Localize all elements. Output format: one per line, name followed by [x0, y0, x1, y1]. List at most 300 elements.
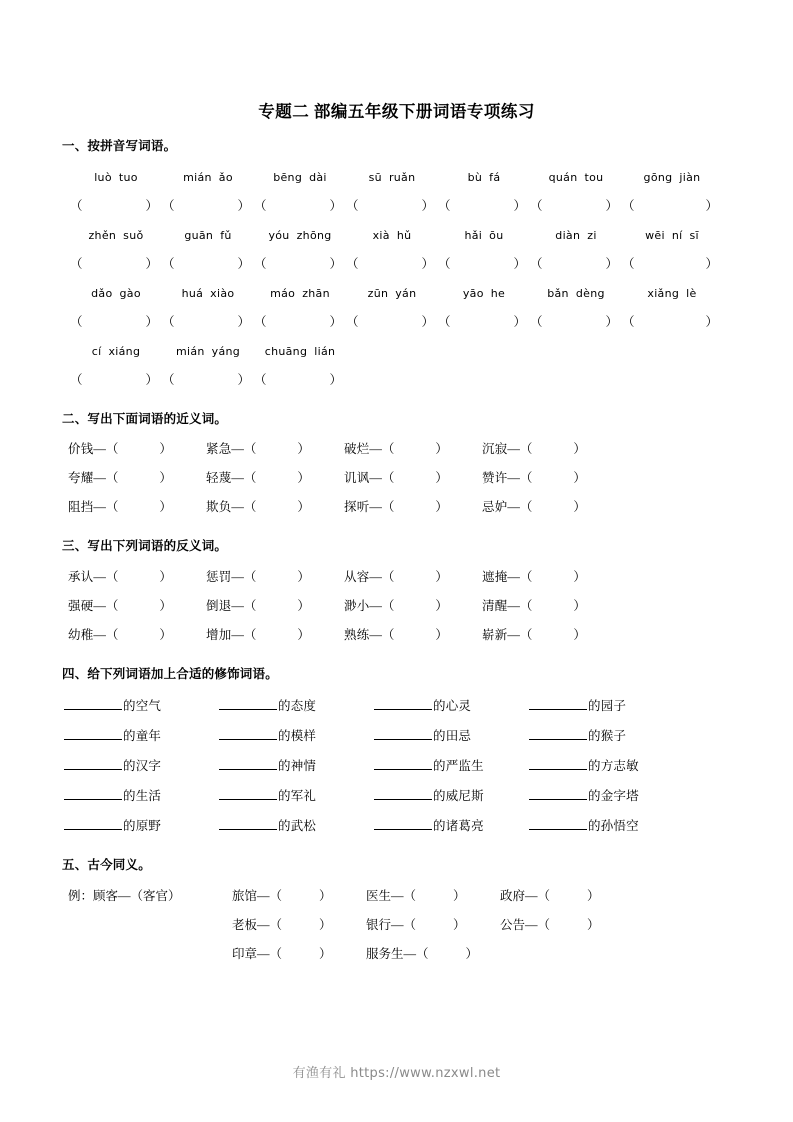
pinyin-syllable: bǎn	[547, 286, 569, 300]
modifier-item[interactable]	[529, 721, 684, 751]
answer-blank[interactable]	[270, 882, 332, 911]
dash-separator: —	[391, 917, 404, 932]
close-paren: ）	[705, 256, 718, 271]
answer-underline[interactable]	[219, 696, 277, 710]
ancient-modern-exercise-block	[60, 882, 733, 969]
close-paren: ）	[297, 598, 310, 613]
prompt-word: 沉寂	[482, 442, 508, 456]
answer-blank[interactable]	[70, 365, 162, 395]
answer-blank[interactable]	[162, 307, 254, 337]
answer-blank[interactable]	[70, 307, 162, 337]
answer-blank[interactable]	[162, 191, 254, 221]
noun-phrase: 的园子	[588, 699, 627, 713]
open-paren: （	[162, 372, 175, 387]
answer-blank[interactable]	[530, 191, 622, 221]
answer-blank[interactable]	[520, 563, 586, 592]
prompt-word: 讥讽	[344, 471, 370, 485]
modern-word: 公告	[500, 917, 526, 932]
word-pair-item[interactable]	[68, 563, 206, 592]
modifier-item[interactable]	[529, 751, 684, 781]
open-paren: （	[537, 917, 551, 932]
answer-underline[interactable]	[219, 786, 277, 800]
answer-blank[interactable]	[520, 435, 586, 464]
modifier-item[interactable]	[64, 811, 219, 841]
answer-blank[interactable]	[382, 563, 448, 592]
word-pair-row	[68, 493, 733, 522]
prompt-word: 渺小	[344, 598, 370, 613]
word-pair-item[interactable]	[68, 464, 206, 493]
answer-blank[interactable]	[106, 563, 172, 592]
open-paren: （	[438, 256, 451, 271]
open-paren: （	[381, 598, 395, 613]
answer-blank[interactable]	[530, 249, 622, 279]
section-heading-4: 四、给下列词语加上合适的修饰词语。	[62, 666, 278, 681]
answer-underline[interactable]	[219, 726, 277, 740]
answer-blank[interactable]	[520, 464, 586, 493]
ancient-modern-item[interactable]	[500, 911, 634, 940]
answer-blank[interactable]	[244, 493, 310, 522]
answer-blank[interactable]	[162, 249, 254, 279]
answer-blank[interactable]	[530, 307, 622, 337]
prompt-word: 探听	[344, 500, 370, 514]
dash-separator: —	[118, 888, 131, 903]
close-paren: ）	[705, 198, 718, 213]
answer-blank[interactable]	[622, 191, 722, 221]
answer-underline[interactable]	[374, 756, 432, 770]
word-pair-item[interactable]	[68, 493, 206, 522]
answer-blank[interactable]	[106, 592, 172, 621]
answer-blank[interactable]	[404, 882, 466, 911]
open-paren: （	[622, 314, 635, 329]
dash-separator: —	[369, 500, 382, 514]
answer-blank[interactable]	[244, 621, 310, 650]
close-paren: ）	[705, 314, 718, 329]
dash-separator: —	[257, 917, 270, 932]
modifier-item[interactable]	[219, 721, 374, 751]
close-paren: ）	[573, 569, 586, 584]
noun-phrase: 的童年	[123, 729, 162, 743]
open-paren: （	[519, 627, 533, 642]
close-paren: ）	[573, 471, 586, 485]
answer-underline[interactable]	[64, 726, 122, 740]
answer-blank[interactable]	[538, 911, 600, 940]
ancient-modern-item[interactable]	[366, 911, 500, 940]
answer-blank[interactable]	[404, 911, 466, 940]
open-paren: （	[254, 256, 267, 271]
noun-phrase: 的诸葛亮	[433, 819, 484, 833]
answer-blank[interactable]	[254, 307, 346, 337]
ancient-modern-item[interactable]	[500, 882, 634, 911]
footer-watermark: 有渔有礼 https://www.nzxwl.net	[292, 1066, 501, 1081]
answer-blank[interactable]	[254, 191, 346, 221]
dash-separator: —	[369, 569, 382, 584]
prompt-word: 承认	[68, 569, 94, 584]
close-paren: ）	[319, 946, 332, 961]
open-paren: （	[622, 256, 635, 271]
pinyin-syllable: lián	[314, 344, 336, 358]
noun-phrase: 的汉字	[123, 759, 162, 773]
pinyin-word	[254, 223, 346, 249]
pinyin-syllable: wēi	[645, 228, 665, 242]
modifier-item[interactable]	[219, 751, 374, 781]
dash-separator: —	[369, 598, 382, 613]
open-paren: （	[381, 627, 395, 642]
answer-blank[interactable]	[270, 911, 332, 940]
noun-phrase: 的态度	[278, 699, 317, 713]
answer-underline[interactable]	[374, 816, 432, 830]
answer-blank[interactable]	[106, 435, 172, 464]
modifier-item[interactable]	[529, 691, 684, 721]
dash-separator: —	[507, 569, 520, 584]
open-paren: （	[70, 256, 83, 271]
open-paren: （	[105, 471, 119, 485]
answer-blank[interactable]	[106, 464, 172, 493]
open-paren: （	[530, 256, 543, 271]
open-paren: （	[519, 442, 533, 456]
answer-blank[interactable]	[382, 592, 448, 621]
open-paren: （	[243, 569, 257, 584]
answer-blank[interactable]	[622, 249, 722, 279]
word-pair-item[interactable]	[344, 563, 482, 592]
pinyin-word	[438, 165, 530, 191]
ancient-modern-item[interactable]	[232, 940, 366, 969]
word-pair-item[interactable]	[68, 592, 206, 621]
pinyin-word	[70, 165, 162, 191]
open-paren: （	[403, 888, 417, 903]
dash-separator: —	[369, 442, 382, 456]
answer-blank[interactable]	[520, 493, 586, 522]
pinyin-syllable: lè	[686, 286, 697, 300]
word-pair-item[interactable]	[68, 621, 206, 650]
answer-blank[interactable]	[346, 191, 438, 221]
word-pair-item[interactable]	[68, 435, 206, 464]
pinyin-syllable: bēng	[273, 170, 303, 184]
answer-blank[interactable]	[244, 435, 310, 464]
open-paren: （	[530, 198, 543, 213]
pinyin-word	[622, 223, 722, 249]
word-pair-row	[68, 435, 733, 464]
answer-underline[interactable]	[529, 816, 587, 830]
answer-blank[interactable]	[438, 191, 530, 221]
prompt-word: 从容	[344, 569, 370, 584]
pinyin-word	[254, 281, 346, 307]
pinyin-syllable: tou	[584, 170, 604, 184]
prompt-word: 崭新	[482, 627, 508, 642]
pinyin-syllable: diàn	[555, 228, 581, 242]
pinyin-syllable: ōu	[489, 228, 504, 242]
ancient-modern-row	[68, 940, 733, 969]
open-paren: （	[381, 471, 395, 485]
pinyin-syllable: hǔ	[396, 228, 412, 242]
modifier-item[interactable]	[529, 811, 684, 841]
pinyin-word	[162, 165, 254, 191]
prompt-word: 轻蔑	[206, 471, 232, 485]
answer-underline[interactable]	[529, 786, 587, 800]
word-pair-item[interactable]	[206, 493, 344, 522]
answer-underline[interactable]	[529, 756, 587, 770]
pinyin-syllable: he	[490, 286, 506, 300]
pinyin-syllable: máo	[270, 286, 296, 300]
section-synonyms	[60, 411, 733, 523]
example-answer: （客官）	[130, 888, 181, 903]
example-cell	[68, 911, 232, 940]
answer-underline[interactable]	[529, 726, 587, 740]
open-paren: （	[243, 471, 257, 485]
word-pair-item[interactable]	[344, 592, 482, 621]
answer-blank[interactable]	[382, 493, 448, 522]
answer-blank[interactable]	[70, 249, 162, 279]
pinyin-word	[162, 223, 254, 249]
dash-separator: —	[93, 598, 106, 613]
page-title: 专题二 部编五年级下册词语专项练习	[258, 102, 535, 121]
pinyin-word	[254, 165, 346, 191]
example-cell	[68, 940, 232, 969]
answer-blank[interactable]	[520, 592, 586, 621]
close-paren: ）	[237, 198, 250, 213]
modifier-item[interactable]	[219, 691, 374, 721]
pinyin-word	[162, 339, 254, 365]
close-paren: ）	[573, 598, 586, 613]
section-heading-3: 三、写出下列词语的反义词。	[62, 539, 228, 553]
modifier-item[interactable]	[374, 721, 529, 751]
word-pair-row	[68, 563, 733, 592]
example-word: 顾客	[93, 888, 119, 903]
answer-underline[interactable]	[219, 816, 277, 830]
pinyin-exercise-block	[60, 165, 733, 395]
dash-separator: —	[369, 471, 382, 485]
section-heading-1: 一、按拼音写词语。	[62, 139, 177, 153]
open-paren: （	[70, 198, 83, 213]
noun-phrase: 的孙悟空	[588, 819, 639, 833]
dash-separator: —	[231, 500, 244, 514]
answer-blank[interactable]	[382, 464, 448, 493]
open-paren: （	[537, 888, 551, 903]
answer-blank[interactable]	[382, 435, 448, 464]
answer-paren-line	[70, 191, 733, 221]
answer-blank[interactable]	[346, 249, 438, 279]
word-pair-row	[68, 621, 733, 650]
example-cell	[68, 882, 232, 911]
modifier-item[interactable]	[374, 781, 529, 811]
answer-underline[interactable]	[64, 786, 122, 800]
close-paren: ）	[605, 314, 618, 329]
word-pair-item[interactable]	[206, 435, 344, 464]
answer-blank[interactable]	[622, 307, 722, 337]
word-pair-item[interactable]	[206, 464, 344, 493]
word-pair-item[interactable]	[344, 435, 482, 464]
answer-underline[interactable]	[374, 696, 432, 710]
word-pair-item[interactable]	[344, 493, 482, 522]
open-paren: （	[254, 198, 267, 213]
pinyin-word	[162, 281, 254, 307]
open-paren: （	[70, 372, 83, 387]
answer-blank[interactable]	[520, 621, 586, 650]
word-pair-item[interactable]	[344, 464, 482, 493]
answer-blank[interactable]	[254, 365, 346, 395]
open-paren: （	[438, 314, 451, 329]
answer-underline[interactable]	[219, 756, 277, 770]
noun-phrase: 的生活	[123, 789, 162, 803]
pinyin-reading-line	[70, 223, 733, 249]
dash-separator: —	[93, 500, 106, 514]
open-paren: （	[381, 500, 395, 514]
close-paren: ）	[605, 256, 618, 271]
close-paren: ）	[237, 256, 250, 271]
prompt-word: 遮掩	[482, 569, 508, 584]
pinyin-syllable: xià	[372, 228, 390, 242]
open-paren: （	[105, 627, 119, 642]
noun-phrase: 的神情	[278, 759, 317, 773]
answer-blank[interactable]	[254, 249, 346, 279]
open-paren: （	[254, 314, 267, 329]
pinyin-word	[346, 281, 438, 307]
ancient-modern-item[interactable]	[366, 940, 500, 969]
close-paren: ）	[145, 198, 158, 213]
pinyin-syllable: xiào	[210, 286, 235, 300]
ancient-modern-item[interactable]	[366, 882, 500, 911]
word-pair-item[interactable]	[206, 621, 344, 650]
pinyin-syllable: jiàn	[679, 170, 701, 184]
answer-blank[interactable]	[382, 621, 448, 650]
modifier-item[interactable]	[374, 751, 529, 781]
pinyin-syllable: chuāng	[264, 344, 308, 358]
pinyin-syllable: ǎo	[218, 170, 233, 184]
answer-underline[interactable]	[529, 696, 587, 710]
answer-blank[interactable]	[244, 563, 310, 592]
pinyin-syllable: zhěn	[88, 228, 117, 242]
dash-separator: —	[525, 888, 538, 903]
answer-blank[interactable]	[346, 307, 438, 337]
close-paren: ）	[587, 917, 600, 932]
dash-separator: —	[93, 471, 106, 485]
noun-phrase: 的金字塔	[588, 789, 639, 803]
pinyin-word	[438, 223, 530, 249]
answer-blank[interactable]	[162, 365, 254, 395]
open-paren: （	[622, 198, 635, 213]
answer-underline[interactable]	[64, 816, 122, 830]
pinyin-word	[530, 165, 622, 191]
open-paren: （	[243, 598, 257, 613]
word-pair-item[interactable]	[206, 592, 344, 621]
answer-blank[interactable]	[270, 940, 332, 969]
answer-blank[interactable]	[438, 249, 530, 279]
close-paren: ）	[513, 314, 526, 329]
modifier-item[interactable]	[64, 721, 219, 751]
prompt-word: 忌妒	[482, 500, 508, 514]
prompt-word: 倒退	[206, 598, 232, 613]
pinyin-syllable: zi	[587, 228, 597, 242]
answer-blank[interactable]	[70, 191, 162, 221]
word-pair-item[interactable]	[482, 493, 620, 522]
dash-separator: —	[403, 946, 417, 961]
dash-separator: —	[369, 627, 382, 642]
noun-phrase: 的原野	[123, 819, 162, 833]
prompt-word: 幼稚	[68, 627, 94, 642]
word-pair-item[interactable]	[482, 621, 620, 650]
pinyin-syllable: zhān	[302, 286, 330, 300]
modifier-item[interactable]	[374, 691, 529, 721]
answer-underline[interactable]	[64, 756, 122, 770]
answer-blank[interactable]	[244, 592, 310, 621]
answer-blank[interactable]	[438, 307, 530, 337]
noun-phrase: 的严监生	[433, 759, 484, 773]
pinyin-syllable: ní	[671, 228, 683, 242]
close-paren: ）	[329, 256, 342, 271]
modifier-item[interactable]	[64, 691, 219, 721]
pinyin-syllable: hǎi	[464, 228, 483, 242]
pinyin-syllable: xiǎng	[647, 286, 680, 300]
dash-separator: —	[507, 598, 520, 613]
dash-separator: —	[391, 888, 404, 903]
prompt-word: 紧急	[206, 442, 232, 456]
answer-underline[interactable]	[374, 786, 432, 800]
answer-blank[interactable]	[538, 882, 600, 911]
close-paren: ）	[513, 198, 526, 213]
answer-underline[interactable]	[64, 696, 122, 710]
noun-phrase: 的田忌	[433, 729, 472, 743]
pinyin-reading-line	[70, 339, 733, 365]
dash-separator: —	[507, 500, 520, 514]
pinyin-row	[70, 165, 733, 221]
modifier-item[interactable]	[529, 781, 684, 811]
answer-blank[interactable]	[416, 940, 478, 969]
close-paren: ）	[329, 314, 342, 329]
word-pair-item[interactable]	[482, 435, 620, 464]
dash-separator: —	[507, 627, 520, 642]
modern-word: 老板	[232, 917, 258, 932]
dash-separator: —	[257, 888, 270, 903]
word-pair-item[interactable]	[344, 621, 482, 650]
pinyin-word	[346, 223, 438, 249]
prompt-word: 破烂	[344, 442, 370, 456]
pinyin-word	[70, 281, 162, 307]
close-paren: ）	[329, 198, 342, 213]
modifier-item[interactable]	[374, 811, 529, 841]
close-paren: ）	[159, 598, 172, 613]
word-pair-item[interactable]	[482, 464, 620, 493]
modifier-item[interactable]	[64, 781, 219, 811]
answer-blank[interactable]	[244, 464, 310, 493]
answer-blank[interactable]	[106, 493, 172, 522]
answer-underline[interactable]	[374, 726, 432, 740]
open-paren: （	[243, 442, 257, 456]
word-pair-item[interactable]	[482, 563, 620, 592]
pinyin-word	[622, 281, 722, 307]
dash-separator: —	[231, 471, 244, 485]
word-pair-item[interactable]	[206, 563, 344, 592]
close-paren: ）	[435, 627, 448, 642]
word-pair-item[interactable]	[482, 592, 620, 621]
open-paren: （	[254, 372, 267, 387]
modifier-item[interactable]	[219, 781, 374, 811]
modifier-item[interactable]	[219, 811, 374, 841]
pinyin-syllable: dài	[309, 170, 327, 184]
answer-blank[interactable]	[106, 621, 172, 650]
open-paren: （	[269, 917, 283, 932]
modern-word: 旅馆	[232, 888, 258, 903]
pinyin-word	[530, 223, 622, 249]
prompt-word: 熟练	[344, 627, 370, 642]
pinyin-word	[254, 339, 346, 365]
ancient-modern-item[interactable]	[232, 911, 366, 940]
close-paren: ）	[237, 372, 250, 387]
ancient-modern-item[interactable]	[232, 882, 366, 911]
close-paren: ）	[159, 500, 172, 514]
pinyin-syllable: sī	[689, 228, 699, 242]
close-paren: ）	[159, 569, 172, 584]
modifier-item[interactable]	[64, 751, 219, 781]
pinyin-row	[70, 223, 733, 279]
